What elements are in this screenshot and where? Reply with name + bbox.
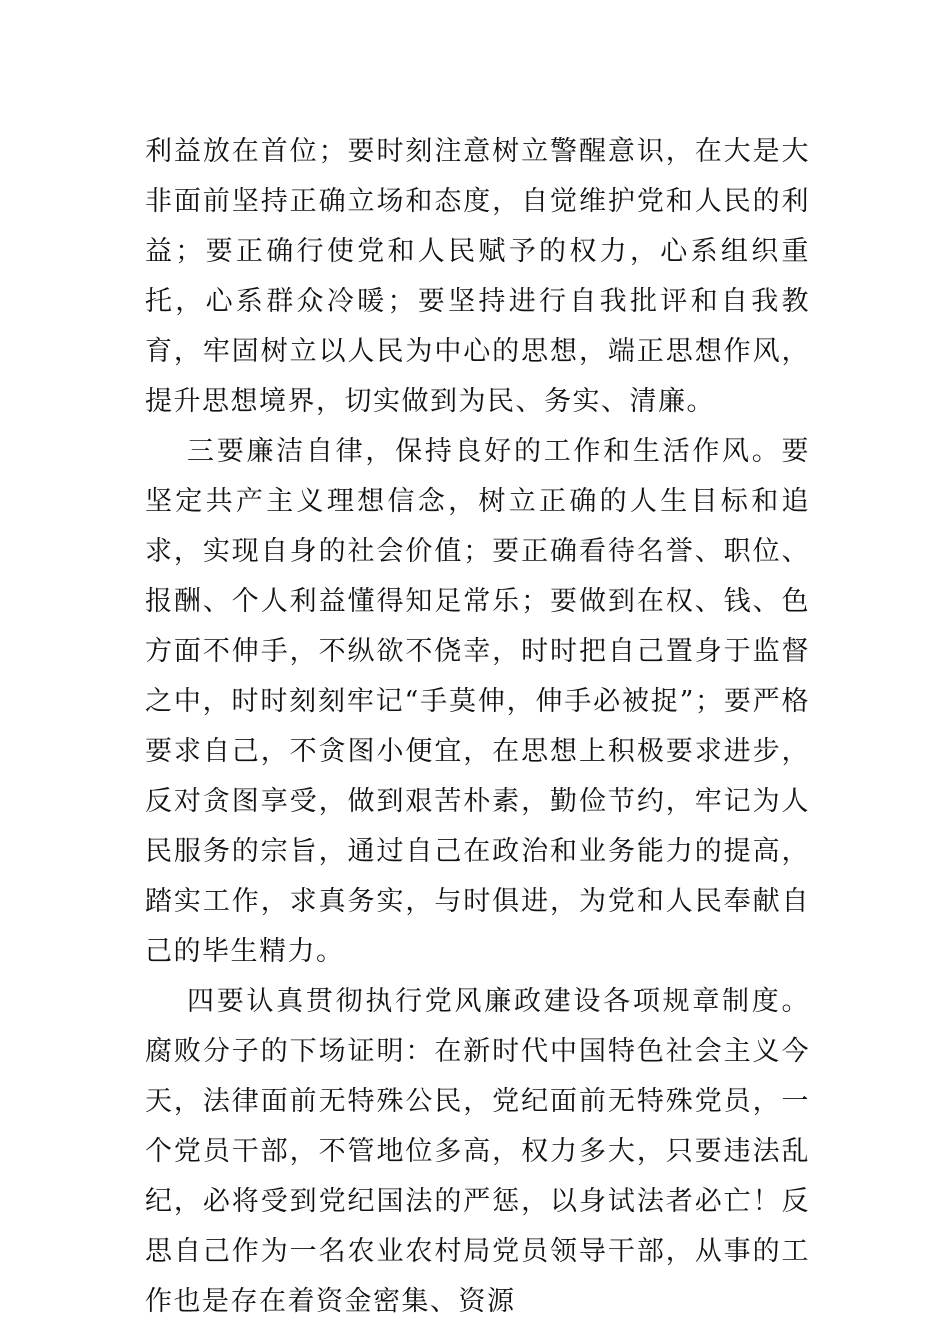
paragraph-three-integrity: 三要廉洁自律，保持良好的工作和生活作风。要坚定共产主义理想信念，树立正确的人生目标和追求，实现自身的社会价值；要正确看待名誉、职位、报酬、个人利益懂得知足常乐；要做到在权、钱、色方面不伸手，不纵欲不侥幸，时时把自己置身于监督之中，时时刻刻牢记“手莫伸，伸手必被捉”；要严格要求自己，不贪图小便宜，在思想上积极要求进步，反对贪图享受，做到艰苦朴素，勤俭节约，牢记为人民服务的宗旨，通过自己在政治和业务能力的提高，踏实工作，求真务实，与时俱进，为党和人民奉献自己的毕生精力。 (145, 436, 810, 967)
paragraph-continued: 利益放在首位；要时刻注意树立警醒意识，在大是大非面前坚持正确立场和态度，自觉维护党和人民的利益；要正确行使党和人民赋予的权力，心系组织重托，心系群众冷暖；要坚持进行自我批评和自我教育，牢固树立以人民为中心的思想，端正思想作风，提升思想境界，切实做到为民、务实、清廉。 (145, 136, 810, 417)
paragraph-four-regulations: 四要认真贯彻执行党风廉政建设各项规章制度。腐败分子的下场证明：在新时代中国特色社会主义今天，法律面前无特殊公民，党纪面前无特殊党员，一个党员干部，不管地位多高，权力多大，只要违法乱纪，必将受到党纪国法的严惩，以身试法者必亡！反思自己作为一名农业农村局党员领导干部，从事的工作也是存在着资金密集、资源 (145, 986, 810, 1317)
document-body (145, 127, 810, 1327)
